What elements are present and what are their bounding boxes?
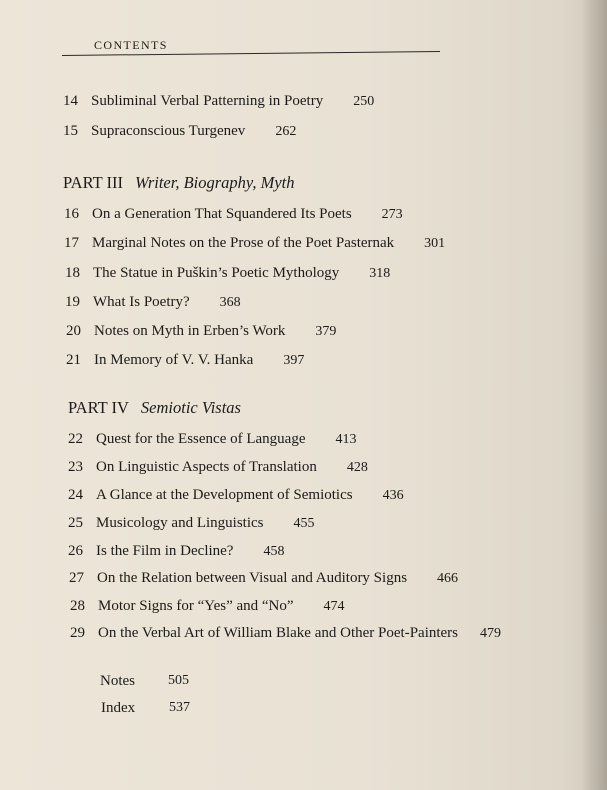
entry-number: 16 [64,206,79,222]
entry-page: 262 [275,124,297,139]
entry-title: On the Verbal Art of William Blake and Other Poet-Painters [98,625,459,641]
entry-number: 28 [70,598,85,614]
entry-title: What Is Poetry? [93,294,190,310]
entry-title: Is the Film in Decline? [96,543,234,559]
entry-title: Notes on Myth in Erben’s Work [94,323,286,339]
toc-entry-20 [66,323,336,340]
entry-number: 17 [64,235,79,251]
back-matter-index [101,700,190,717]
toc-entry-16 [64,206,403,223]
toc-entry-21 [66,352,304,369]
part-title: Semiotic Vistas [140,398,241,417]
entry-title: Supraconscious Turgenev [91,123,246,139]
entry-page: 318 [369,266,391,281]
entry-number: 24 [68,487,83,503]
entry-page: 466 [437,571,459,586]
entry-number: 15 [63,123,78,139]
toc-entry-26 [68,543,284,560]
entry-title: On a Generation That Squandered Its Poets [92,206,352,222]
toc-entry-27 [69,570,458,587]
toc-entry-25 [68,515,315,532]
toc-entry-28 [70,598,345,615]
entry-page: 458 [263,544,285,559]
back-matter-title: Notes [100,673,135,689]
toc-entry-29 [70,625,501,642]
entry-page: 413 [335,432,357,447]
toc-entry-17 [64,235,445,252]
entry-page: 368 [219,295,241,310]
entry-title: The Statue in Puškin’s Poetic Mythology [93,265,340,281]
part-iii-heading [63,173,294,193]
entry-number: 14 [63,93,78,109]
entry-number: 25 [68,515,83,531]
entry-page: 379 [315,324,337,339]
entry-title: Subliminal Verbal Patterning in Poetry [91,93,324,109]
entry-number: 27 [69,570,84,586]
entry-page: 455 [293,516,315,531]
back-matter-page: 505 [168,673,189,688]
back-matter-title: Index [101,700,136,716]
part-title: Writer, Biography, Myth [134,173,295,192]
entry-page: 428 [346,460,368,475]
entry-number: 22 [68,431,83,447]
entry-title: Motor Signs for “Yes” and “No” [98,598,294,614]
entry-title: A Glance at the Development of Semiotics [96,487,353,503]
entry-number: 20 [66,323,81,339]
page-edge-shadow [581,0,607,790]
entry-number: 18 [65,265,80,281]
entry-title: In Memory of V. V. Hanka [94,352,254,368]
toc-entry-23 [68,459,368,476]
toc-entry-18 [65,265,390,282]
back-matter-page: 537 [169,700,190,715]
part-label: PART IV [68,398,129,417]
entry-number: 29 [70,625,85,641]
entry-page: 273 [381,207,403,222]
entry-page: 479 [480,626,502,641]
entry-number: 23 [68,459,83,475]
entry-page: 474 [323,599,345,614]
entry-title: On the Relation between Visual and Auditory Signs [97,570,408,586]
entry-title: Marginal Notes on the Prose of the Poet Pasternak [92,235,395,251]
part-iv-heading [68,398,241,418]
toc-entry-24 [68,487,404,504]
toc-entry-22 [68,431,357,448]
toc-entry-14 [63,93,374,110]
entry-page: 436 [382,488,404,503]
entry-page: 250 [353,94,375,109]
entry-number: 26 [68,543,83,559]
entry-title: Quest for the Essence of Language [96,431,306,447]
entry-title: On Linguistic Aspects of Translation [96,459,317,475]
running-head: CONTENTS [94,38,168,52]
entry-page: 397 [283,353,305,368]
entry-number: 19 [65,294,80,310]
toc-entry-15 [63,123,296,140]
entry-page: 301 [424,236,446,251]
toc-entry-19 [65,294,241,311]
entry-number: 21 [66,352,81,368]
back-matter-notes [100,673,189,690]
entry-title: Musicology and Linguistics [96,515,264,531]
part-label: PART III [63,173,123,192]
